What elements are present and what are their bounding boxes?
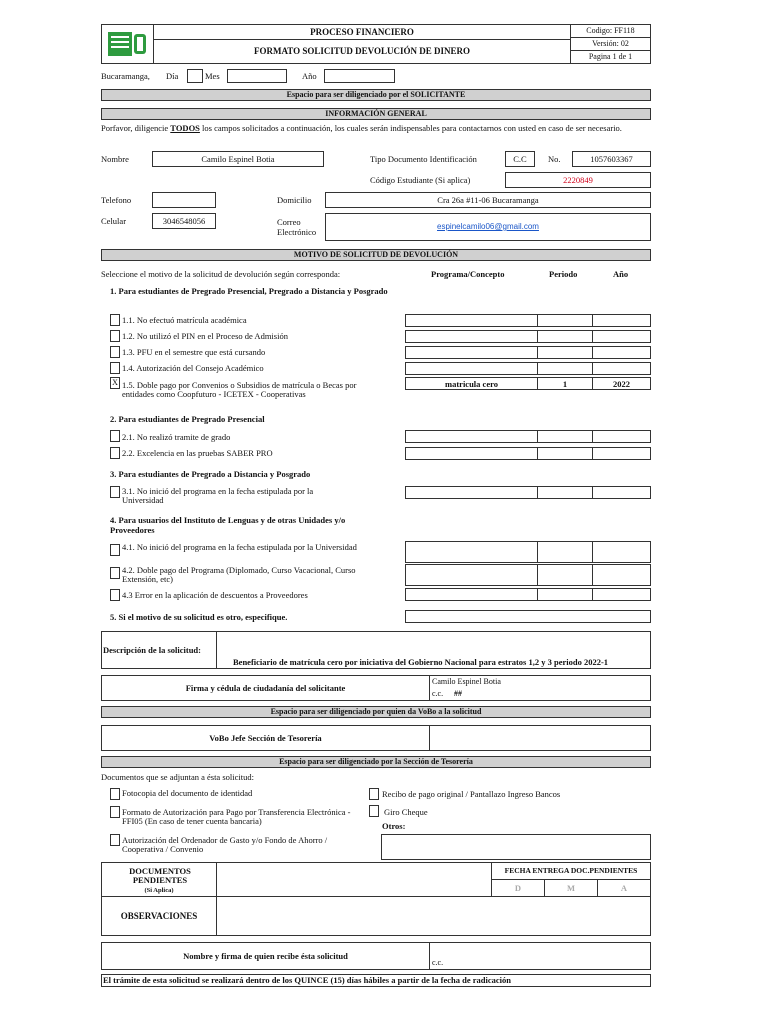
doc-authorization: Autorización del Ordenador de Gasto y/o Fondo de Ahorro / Cooperativa / Convenio (122, 835, 328, 854)
signature-cc-value: ## (454, 689, 462, 698)
row-1-1-year[interactable] (592, 314, 651, 327)
row-2-1-year[interactable] (592, 430, 651, 443)
checkbox-2-1[interactable] (110, 430, 120, 442)
mobile-label: Celular (101, 216, 127, 226)
col-program-header: Programa/Concepto (431, 269, 505, 279)
day-input[interactable] (187, 69, 203, 83)
row-1-1-period[interactable] (537, 314, 593, 327)
row-1-4-program[interactable] (405, 362, 538, 375)
checkbox-4-2[interactable] (110, 567, 120, 579)
row-2-1-program[interactable] (405, 430, 538, 443)
header-page: Pagina 1 de 1 (570, 50, 651, 64)
checkbox-1-3[interactable] (110, 346, 120, 358)
address-field[interactable]: Cra 26a #11-06 Bucaramanga (325, 192, 651, 208)
checkbox-1-5[interactable]: X (110, 377, 120, 389)
section-3-title: 3. Para estudiantes de Pregrado a Distancia y Posgrado (110, 469, 311, 479)
row-4-1-program[interactable] (405, 541, 538, 563)
checkbox-doc-id[interactable] (110, 788, 120, 800)
observations-field[interactable] (216, 896, 651, 936)
day-label: Día (166, 71, 179, 81)
row-1-5-year[interactable]: 2022 (592, 377, 651, 390)
others-field[interactable] (381, 834, 651, 860)
pending-label-cell (101, 862, 217, 897)
row-1-4-period[interactable] (537, 362, 593, 375)
option-4-2: 4.2. Doble pago del Programa (Diplomado, Curso Vacacional, Curso Extensión, etc) (122, 565, 356, 584)
doc-transfer-form: Formato de Autorización para Pago por Transferencia Electrónica - FFI05 (En caso de tener cuenta bancaria) (122, 807, 351, 826)
doc-id-copy: Fotocopia del documento de identidad (122, 788, 253, 798)
checkbox-1-2[interactable] (110, 330, 120, 342)
student-code-field[interactable]: 2220849 (505, 172, 651, 188)
option-4-1: 4.1. No inició del programa en la fecha estipulada por la Universidad (122, 542, 357, 552)
others-label: Otros: (382, 821, 406, 831)
signature-label-cell: Firma y cédula de ciudadanía del solicitante (101, 675, 430, 701)
row-3-1-program[interactable] (405, 486, 538, 499)
row-4-3-period[interactable] (537, 588, 593, 601)
row-2-2-period[interactable] (537, 447, 593, 460)
year-input[interactable] (324, 69, 395, 83)
phone-label: Telefono (101, 195, 132, 205)
doc-number-label: No. (548, 154, 561, 164)
receiver-cc-label: c.c. (432, 958, 444, 967)
checkbox-4-3[interactable] (110, 589, 120, 601)
option-1-1: 1.1. No efectuó matrícula académica (122, 315, 247, 325)
doc-cheque: Giro Cheque (384, 807, 428, 817)
checkbox-3-1[interactable] (110, 486, 120, 498)
option-1-5: 1.5. Doble pago por Convenios o Subsidios de matrícula o Becas por entidades como Coopfuturo - ICETEX - Cooperativas (122, 380, 357, 399)
doc-type-label: Tipo Documento Identificación (370, 154, 477, 164)
row-3-1-period[interactable] (537, 486, 593, 499)
vobo-signature-field[interactable] (429, 725, 651, 751)
reason-bar: MOTIVO DE SOLICITUD DE DEVOLUCIÓN (101, 249, 651, 261)
doc-payment-receipt: Recibo de pago original / Pantallazo Ingreso Bancos (382, 789, 561, 799)
row-1-3-period[interactable] (537, 346, 593, 359)
section-1-title: 1. Para estudiantes de Pregrado Presencial, Pregrado a Distancia y Posgrado (110, 286, 388, 296)
row-2-1-period[interactable] (537, 430, 593, 443)
section-5-title: 5. Si el motivo de su solicitud es otro, especifique. (110, 612, 288, 622)
mobile-field[interactable]: 3046548056 (152, 213, 216, 229)
header-form-title: FORMATO SOLICITUD DEVOLUCIÓN DE DINERO (153, 39, 571, 64)
option-1-4: 1.4. Autorización del Consejo Académico (122, 363, 264, 373)
city-label: Bucaramanga, (101, 71, 150, 81)
general-info-bar: INFORMACIÓN GENERAL (101, 108, 651, 120)
email-label: Correo Electrónico (277, 217, 317, 237)
description-field[interactable] (216, 631, 651, 669)
checkbox-4-1[interactable] (110, 544, 120, 556)
section-4-title: 4. Para usuarios del Instituto de Lenguas y de otras Unidades y/o Proveedores (110, 515, 346, 535)
row-1-5-period[interactable]: 1 (537, 377, 593, 390)
row-1-5-program[interactable]: matricula cero (405, 377, 538, 390)
row-4-2-year[interactable] (592, 564, 651, 586)
option-1-2: 1.2. No utilizó el PIN en el Proceso de Admisión (122, 331, 288, 341)
row-4-1-period[interactable] (537, 541, 593, 563)
vobo-bar: Espacio para ser diligenciado por quien da VoBo a la solicitud (101, 706, 651, 718)
header-process: PROCESO FINANCIERO (153, 24, 571, 40)
option-2-1: 2.1. No realizó tramite de grado (122, 432, 231, 442)
row-1-2-program[interactable] (405, 330, 538, 343)
other-reason-field[interactable] (405, 610, 651, 623)
select-reason-label: Seleccione el motivo de la solicitud de devolución según corresponda: (101, 269, 341, 279)
description-label: Descripción de la solicitud: (103, 645, 201, 655)
header-version: Versión: 02 (570, 37, 651, 51)
row-1-3-year[interactable] (592, 346, 651, 359)
description-value: Beneficiario de matrícula cero por iniciativa del Gobierno Nacional para estratos 1,2 y 3 periodo 2022-1 (233, 657, 609, 667)
delivery-month[interactable]: M (544, 879, 598, 897)
col-year-header: Año (613, 269, 629, 279)
instructions-after: los campos solicitados a continuación, los cuales serán indispensables para contactarnos con usted en caso de ser necesario. (199, 123, 622, 133)
checkbox-2-2[interactable] (110, 447, 120, 459)
pending-field[interactable] (216, 862, 492, 897)
delivery-year[interactable]: A (597, 879, 651, 897)
vobo-label-cell: VoBo Jefe Sección de Tesorería (101, 725, 430, 751)
treasury-bar: Espacio para ser diligenciado por la Sección de Tesorería (101, 756, 651, 768)
row-1-2-period[interactable] (537, 330, 593, 343)
instructions-before: Porfavor, diligencie (101, 123, 171, 133)
row-4-1-year[interactable] (592, 541, 651, 563)
delivery-day[interactable]: D (491, 879, 545, 897)
option-1-3: 1.3. PFU en el semestre que está cursando (122, 347, 266, 357)
checkbox-authorization[interactable] (110, 834, 120, 846)
row-1-4-year[interactable] (592, 362, 651, 375)
observations-label-cell: OBSERVACIONES (101, 896, 217, 936)
month-input[interactable] (227, 69, 287, 83)
header-code: Codigo: FF118 (570, 24, 651, 38)
doc-number-field[interactable]: 1057603367 (572, 151, 651, 167)
student-code-label: Código Estudiante (Si aplica) (370, 175, 471, 185)
row-1-1-program[interactable] (405, 314, 538, 327)
row-2-2-year[interactable] (592, 447, 651, 460)
phone-field[interactable] (152, 192, 216, 208)
col-period-header: Periodo (549, 269, 578, 279)
row-4-2-period[interactable] (537, 564, 593, 586)
email-link[interactable]: espinelcamilo06@gmail.com (437, 222, 539, 231)
name-field[interactable]: Camilo Espinel Botia (152, 151, 324, 167)
row-2-2-program[interactable] (405, 447, 538, 460)
description-label-cell (101, 631, 217, 669)
option-4-3: 4.3 Error en la aplicación de descuentos a Proveedores (122, 590, 308, 600)
checkbox-1-4[interactable] (110, 362, 120, 374)
receiver-label-cell: Nombre y firma de quien recibe ésta solicitud (101, 942, 430, 970)
row-4-3-year[interactable] (592, 588, 651, 601)
receiver-field[interactable] (429, 942, 651, 970)
month-label: Mes (205, 71, 220, 81)
university-logo-icon (108, 32, 148, 56)
applicant-section-bar: Espacio para ser diligenciado por el SOLICITANTE (101, 89, 651, 101)
checkbox-cheque[interactable] (369, 805, 379, 817)
name-label: Nombre (101, 154, 129, 164)
footer-note: El trámite de esta solicitud se realizará dentro de los QUINCE (15) días hábiles a partir de la fecha de radicación (101, 974, 651, 987)
row-4-2-program[interactable] (405, 564, 538, 586)
delivery-date-header: FECHA ENTREGA DOC.PENDIENTES (491, 862, 651, 880)
email-field[interactable] (325, 213, 651, 241)
year-label: Año (302, 71, 317, 81)
checkbox-1-1[interactable] (110, 314, 120, 326)
header-logo-cell (101, 24, 154, 64)
row-4-3-program[interactable] (405, 588, 538, 601)
docs-attached-label: Documentos que se adjuntan a ésta solicitud: (101, 772, 254, 782)
row-3-1-year[interactable] (592, 486, 651, 499)
option-2-2: 2.2. Excelencia en las pruebas SABER PRO (122, 448, 273, 458)
doc-type-field[interactable]: C.C (505, 151, 535, 167)
option-3-1: 3.1. No inició del programa en la fecha estipulada por la Universidad (122, 486, 314, 505)
signature-cc-label: c.c. (432, 689, 444, 698)
instructions-text (101, 123, 651, 133)
instructions-bold: TODOS (170, 123, 200, 133)
row-1-2-year[interactable] (592, 330, 651, 343)
checkbox-transfer-form[interactable] (110, 806, 120, 818)
section-2-title: 2. Para estudiantes de Pregrado Presencial (110, 414, 265, 424)
pending-label: DOCUMENTOS PENDIENTES (129, 866, 191, 885)
row-1-3-program[interactable] (405, 346, 538, 359)
checkbox-payment-receipt[interactable] (369, 788, 379, 800)
pending-sub: (Si Aplica) (144, 887, 174, 894)
address-label: Domicilio (277, 195, 312, 205)
signature-field[interactable] (429, 675, 651, 701)
signature-name: Camilo Espinel Botia (432, 677, 501, 686)
